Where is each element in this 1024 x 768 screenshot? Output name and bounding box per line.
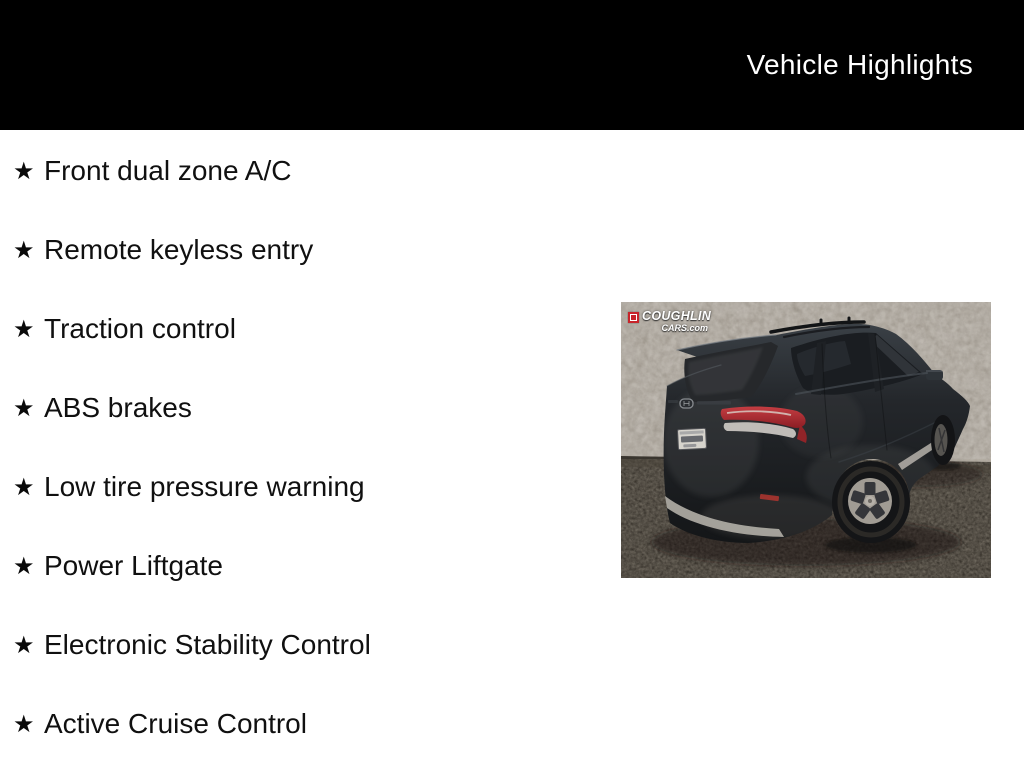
license-plate [677, 428, 706, 449]
coughlin-logo-icon [628, 312, 639, 323]
front-wheel [931, 415, 955, 465]
side-mirror [926, 370, 943, 380]
vehicle-photo-render [621, 302, 991, 578]
feature-label: Active Cruise Control [44, 708, 307, 740]
feature-item [13, 448, 371, 527]
star-bullet-icon: ★ [13, 473, 35, 501]
feature-item [13, 369, 371, 448]
star-bullet-icon: ★ [13, 394, 35, 422]
feature-label: Remote keyless entry [44, 234, 314, 266]
honda-emblem [680, 399, 693, 408]
feature-list [13, 130, 371, 764]
feature-item [13, 132, 371, 211]
vehicle-photo [621, 302, 991, 578]
feature-label: Low tire pressure warning [44, 471, 365, 503]
feature-label: Traction control [44, 313, 236, 345]
feature-item [13, 606, 371, 685]
star-bullet-icon: ★ [13, 157, 35, 185]
feature-item [13, 211, 371, 290]
feature-label: Front dual zone A/C [44, 155, 292, 187]
rear-wheel [832, 461, 910, 543]
star-bullet-icon: ★ [13, 710, 35, 738]
star-bullet-icon: ★ [13, 552, 35, 580]
feature-item [13, 290, 371, 369]
watermark-suffix: CARS.com [661, 322, 709, 333]
feature-label: ABS brakes [44, 392, 192, 424]
page-title: Vehicle Highlights [746, 49, 973, 80]
header-bar [0, 0, 1024, 130]
feature-item [13, 685, 371, 764]
dealer-watermark [628, 310, 711, 333]
feature-label: Electronic Stability Control [44, 629, 371, 661]
watermark-brand: COUGHLIN [642, 309, 712, 323]
star-bullet-icon: ★ [13, 315, 35, 343]
star-bullet-icon: ★ [13, 631, 35, 659]
feature-item [13, 527, 371, 606]
star-bullet-icon: ★ [13, 236, 35, 264]
feature-label: Power Liftgate [44, 550, 223, 582]
